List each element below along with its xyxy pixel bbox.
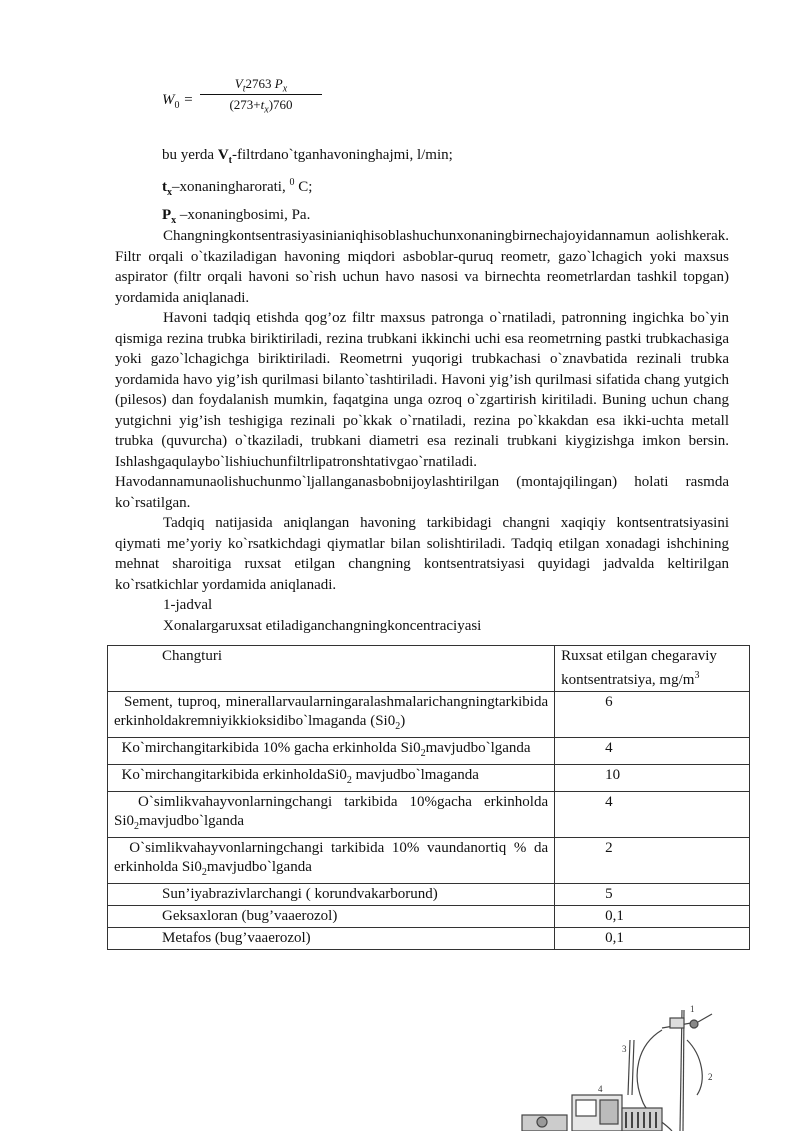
table-cell-dust-type: O`simlikvahayvonlarningchangi tarkibida 10% vaundanortiq % da erkinholda $Si0_2mavjudbo`lganda$ bbox=[108, 838, 555, 884]
table-row bbox=[108, 838, 750, 884]
table-cell-value: 5 bbox=[555, 884, 750, 906]
table-row bbox=[108, 692, 750, 738]
formula-lhs: $W_0$ = bbox=[162, 92, 194, 111]
table-cell-value: 0,1 bbox=[555, 906, 750, 928]
table-cell-dust-type: Sement, tuproq, minerallarvaularningaralashmalarichangningtarkibida erkinholdakremniyikkioksidibo`lmaganda $(Si0_2)$ bbox=[108, 692, 555, 738]
table-row bbox=[108, 738, 750, 765]
table-cell-dust-type: Geksaxloran (bug’vaaerozol) bbox=[108, 906, 555, 928]
figure-label-2: 2 bbox=[708, 1072, 713, 1082]
paragraph: Havoni tadqiq etishda qog’oz filtr maxsus patronga o`rnatiladi, patronning ingichka bo`yin qismiga rezina trubka biriktiriladi, rezina trubkani ikkinchi uchi esa reometrning pastki trubkachasiga yoki gazo`lchagichga biriktiriladi. Reometrni yuqorigi trubkachasi o`znavbatida rezinali trubka yordamida havo yig’ish qurilmasi bilanto`tashtiriladi. Havoni yig’ish qurilmasi sifatida chang yutgich (pilesos) dan foydalanish mumkin, faqatgina unga ozroq o`zgartirish kiritiladi. Buning uchun chang yutgichni yig’ish teshigiga rezinali po`kkak o`rnatiladi, rezina po`kkakdan esa ikki-uchta metall trubka (quvurcha) o`tkaziladi, trubkani diametri esa rezinali trubkani kiygizishga imkon bersin. Ishlashgaqulaybo`lishiuchunfiltrlipatronshtativgao`rnatiladi. Havodannamunaolishuchunmo`ljallanganasbobnijoylashtirilgan (montajqilingan) holati rasmda ko`rsatilgan. bbox=[115, 310, 729, 511]
table-cell-value: 4 bbox=[555, 792, 750, 838]
figure-label-4: 4 bbox=[598, 1084, 603, 1094]
table-cell-dust-type: Ko`mirchangitarkibida $erkinholdaSi0_2$ mavjudbo`lmaganda bbox=[108, 765, 555, 792]
figure-label-1: 1 bbox=[690, 1004, 695, 1014]
apparatus-drawing bbox=[512, 1000, 732, 1131]
formula-denominator: $(273+t_x)760$ bbox=[229, 97, 293, 116]
formula-numerator: $V_t2763$ $P_x$ bbox=[234, 76, 288, 95]
dust-concentration-table bbox=[107, 645, 750, 950]
paragraph: Changningkontsentrasiyasinianiqhisoblashuchunxonaningbirnechajoyidannamun aolishkerak. Filtr orqali o`tkaziladigan havoning miqdori asboblar-quruq reometr, gazo`lchagich yoki maxsus aspirator (filtr orqali havoni so`rish uchun havo nasosi va birnechta reometrlardan tashkil topgan) yordamida aniqlanadi. bbox=[115, 228, 729, 306]
formula-legend bbox=[162, 144, 722, 232]
body-text bbox=[115, 226, 729, 637]
table-row bbox=[108, 792, 750, 838]
table-row bbox=[108, 906, 750, 928]
table-header-limit: Ruxsat etilgan chegaraviy kontsentratsiya, $mg/m^3$ bbox=[555, 646, 750, 692]
table-cell-value: 0,1 bbox=[555, 928, 750, 950]
table-label: 1-jadval bbox=[163, 597, 213, 613]
table-cell-dust-type: O`simlikvahayvonlarningchangi tarkibida 10%gacha erkinholda $Si0_2mavjudbo`lganda$ bbox=[108, 792, 555, 838]
legend-line-pressure: $P_x$ –xonaningbosimi, Pa. bbox=[162, 207, 311, 226]
table-cell-dust-type: Sun’iyabrazivlarchangi ( korundvakarborund) bbox=[108, 884, 555, 906]
table-cell-dust-type: Ko`mirchangitarkibida 10% gacha erkinholda $Si0_2mavjudbo`lganda$ bbox=[108, 738, 555, 765]
table-title: Xonalargaruxsat etiladiganchangningkoncentraciyasi bbox=[163, 618, 482, 634]
table-row bbox=[108, 765, 750, 792]
table-cell-value: 10 bbox=[555, 765, 750, 792]
table-row bbox=[108, 928, 750, 950]
legend-line-volume: bu yerda $V_t-filtrdano`tganhavoninghajmi$, l/min; bbox=[162, 147, 453, 166]
sampling-apparatus-figure bbox=[512, 1000, 732, 1131]
paragraph: Tadqiq natijasida aniqlangan havoning tarkibidagi changni xaqiqiy kontsentratsiyasini qiymati me’yoriy ko`rsatkichdagi qiymatlar bilan solishtiriladi. Tadqiq etilgan xonadagi ishchining mehnat sharoitiga ruxsat etilgan changning kontsentratsiyasi quyidagi jadvalda keltirilgan ko`rsatkichlar yordamida aniqlanadi. bbox=[115, 515, 729, 593]
table-cell-value: 6 bbox=[555, 692, 750, 738]
table-cell-value: 4 bbox=[555, 738, 750, 765]
table-row bbox=[108, 884, 750, 906]
table-header-row bbox=[108, 646, 750, 692]
formula-fraction bbox=[198, 74, 324, 115]
legend-line-temperature: $t_x$–xonaningharorati, $^0$ C; bbox=[162, 177, 313, 198]
table-header-dust-type: Changturi bbox=[108, 646, 555, 692]
table-cell-value: 2 bbox=[555, 838, 750, 884]
figure-label-3: 3 bbox=[622, 1044, 627, 1054]
table-cell-dust-type: Metafos (bug’vaaerozol) bbox=[108, 928, 555, 950]
